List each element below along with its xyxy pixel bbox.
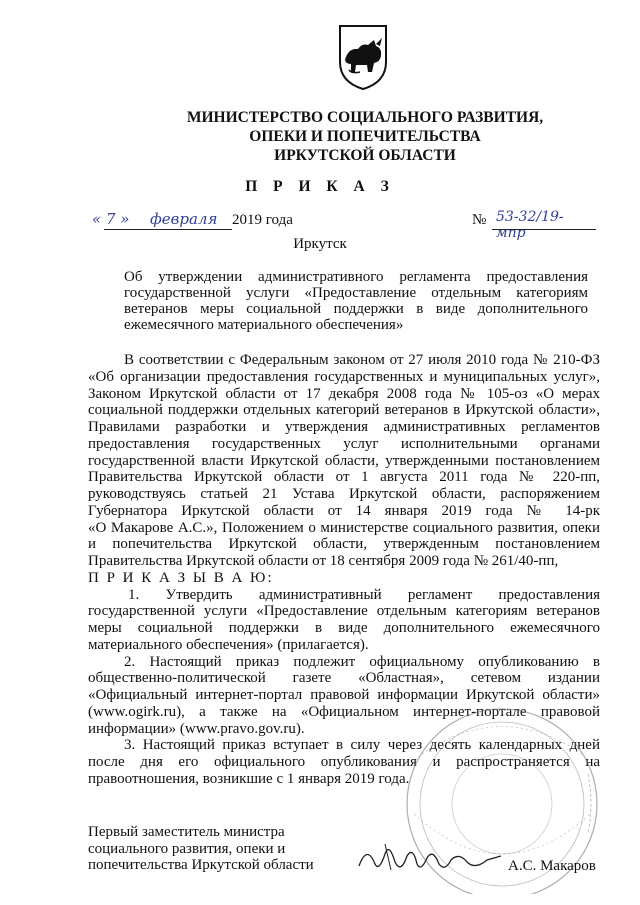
item-2-line: 2. Настоящий приказ подлежит официальному опубликованию в: [124, 653, 600, 670]
item-2-line: (www.ogirk.ru), а также на «Официальном интернет-портале правовой: [88, 703, 600, 720]
item-1-line: меры социальной поддержки в виде дополнительного ежемесячного: [88, 620, 600, 636]
document-type: П Р И К А З: [245, 178, 395, 195]
date-month: февраля: [150, 210, 218, 228]
signer-position: [88, 824, 328, 874]
signer-position-line: попечительства Иркутской области: [88, 857, 314, 874]
item-2-line: общественно-политической газете «Областная», сетевом издании: [88, 670, 600, 687]
preamble-line: государственной власти Иркутской области, утвержденными постановлением: [88, 452, 600, 469]
order-subject: [124, 269, 588, 333]
preamble-line: Правительства Иркутской области от 1 августа 2011 года № 220-пп,: [88, 469, 600, 486]
ministry-line: ИРКУТСКОЙ ОБЛАСТИ: [274, 147, 456, 164]
subject-line: ежемесячного материального обеспечения»: [124, 317, 404, 333]
preamble-line: и попечительства Иркутской области, утвержденным постановлением: [88, 536, 600, 553]
handwritten-signature: [355, 836, 505, 876]
item-1-line: государственной услуги «Предоставление отдельным категориям ветеранов: [88, 603, 600, 620]
signer-position-line: Первый заместитель министра: [88, 824, 285, 840]
preamble-line: Правительства Иркутской области от 18 сентября 2009 года № 261/40-пп,: [88, 553, 559, 569]
preamble-line: предоставления государственных услуг исполнительными органами: [88, 435, 600, 452]
signer-name: А.С. Макаров: [508, 858, 596, 874]
preamble-line: В соответствии с Федеральным законом от 27 июля 2010 года № 210-ФЗ: [124, 352, 600, 368]
subject-line: ветеранов меры социальной поддержки в виде дополнительного: [124, 301, 588, 317]
preamble-line: Губернатора Иркутской области от 14 января 2019 года № 14-рк: [88, 502, 600, 519]
order-command: П Р И К А З Ы В А Ю:: [88, 569, 274, 586]
item-2-line: информации» (www.pravo.gov.ru).: [88, 720, 305, 737]
subject-line: Об утверждении административного регламента предоставления: [124, 269, 588, 285]
preamble-line: руководствуясь статьей 21 Устава Иркутской области, распоряжением: [88, 486, 600, 502]
item-3-line: 3. Настоящий приказ вступает в силу через десять календарных дней: [124, 737, 600, 754]
item-1-line: 1. Утвердить административный регламент предоставления: [128, 586, 600, 603]
preamble-line: «О Макарове А.С.», Положением о министерстве социального развития, опеки: [88, 519, 600, 536]
number-sign: №: [472, 212, 487, 228]
date-underline: [104, 229, 232, 230]
irkutsk-coat-of-arms-icon: [336, 22, 390, 92]
ministry-title: [150, 108, 580, 165]
ministry-line: ОПЕКИ И ПОПЕЧИТЕЛЬСТВА: [249, 128, 481, 145]
city: Иркутск: [293, 236, 347, 252]
date-day: « 7 »: [92, 210, 130, 228]
signer-position-line: социального развития, опеки и: [88, 840, 286, 857]
date-number-row: [92, 209, 592, 241]
item-3-line: после дня его официального опубликования и распространяется на: [88, 754, 600, 770]
ministry-line: МИНИСТЕРСТВО СОЦИАЛЬНОГО РАЗВИТИЯ,: [186, 109, 544, 126]
item-3-line: правоотношения, возникшие с 1 января 2019 года.: [88, 770, 410, 787]
subject-line: государственной услуги «Предоставление отдельным категориям: [124, 285, 588, 301]
preamble-line: «Об организации предоставления государственных и муниципальных услуг»,: [88, 368, 600, 385]
preamble-line: социальной поддержки отдельных категорий ветеранов в Иркутской области»,: [88, 402, 600, 419]
document-number: 53-32/19-мпр: [496, 209, 564, 241]
item-2-line: «Официальный интернет-портал правовой информации Иркутской области»: [88, 687, 600, 703]
number-underline: [492, 229, 596, 230]
item-1-line: материального обеспечения» (прилагается).: [88, 636, 369, 653]
date-year: 2019 года: [232, 212, 293, 228]
preamble-line: Законом Иркутской области от 17 декабря 2008 года № 105-оз «О мерах: [88, 385, 600, 402]
preamble-line: Правилами разработки и утверждения административных регламентов: [88, 419, 600, 435]
